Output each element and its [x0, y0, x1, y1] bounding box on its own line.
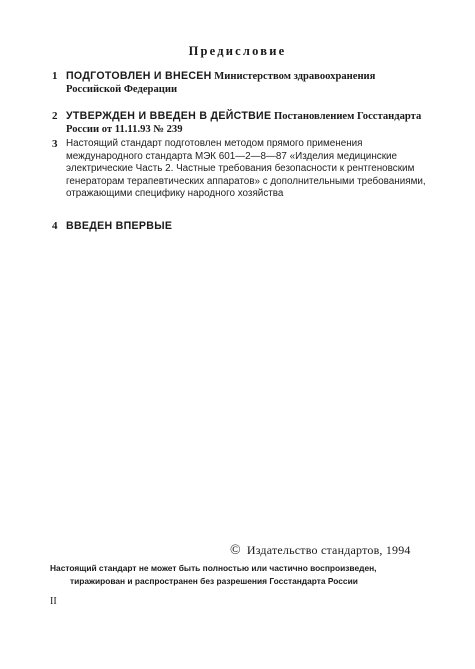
item-number: 1: [52, 70, 58, 82]
item-number: 4: [52, 220, 58, 232]
item-text: Настоящий стандарт подготовлен методом прямого применения международного стандарта МЭК 601—2—8—87 «Изделия медицинские электрические Часть 2. Частные требования безопасности к рентгеновским генераторам терапевтических аппаратов» с дополнительными требованиями, отражающими специфику народного хозяйства: [66, 138, 426, 200]
preface-item-1: [52, 70, 432, 96]
item-text: Постановлением Госстандарта России от 11.11.93 № 239: [66, 111, 422, 135]
item-number: 3: [52, 138, 58, 150]
preface-item-4: [52, 220, 432, 233]
copyright-line: [230, 543, 411, 559]
item-heading: УТВЕРЖДЕН И ВВЕДЕН В ДЕЙСТВИЕ: [66, 110, 272, 122]
notice-line-1: Настоящий стандарт не может быть полностью или частично воспроизведен,: [50, 563, 377, 573]
reproduction-notice: [50, 562, 440, 588]
preface-item-3: [52, 138, 432, 201]
item-heading: ВВЕДЕН ВПЕРВЫЕ: [66, 220, 173, 232]
item-number: 2: [52, 110, 58, 122]
copyright-icon: ©: [230, 543, 241, 558]
preface-title: Предисловие: [188, 44, 287, 58]
preface-item-2: [52, 110, 432, 136]
item-text: Министерством здравоохранения Российской Федерации: [66, 71, 376, 95]
notice-line-2: тиражирован и распространен без разрешения Госстандарта России: [70, 576, 358, 586]
item-heading: ПОДГОТОВЛЕН И ВНЕСЕН: [66, 70, 212, 82]
copyright-text: Издательство стандартов, 1994: [246, 543, 411, 557]
page-number: II: [50, 596, 57, 607]
